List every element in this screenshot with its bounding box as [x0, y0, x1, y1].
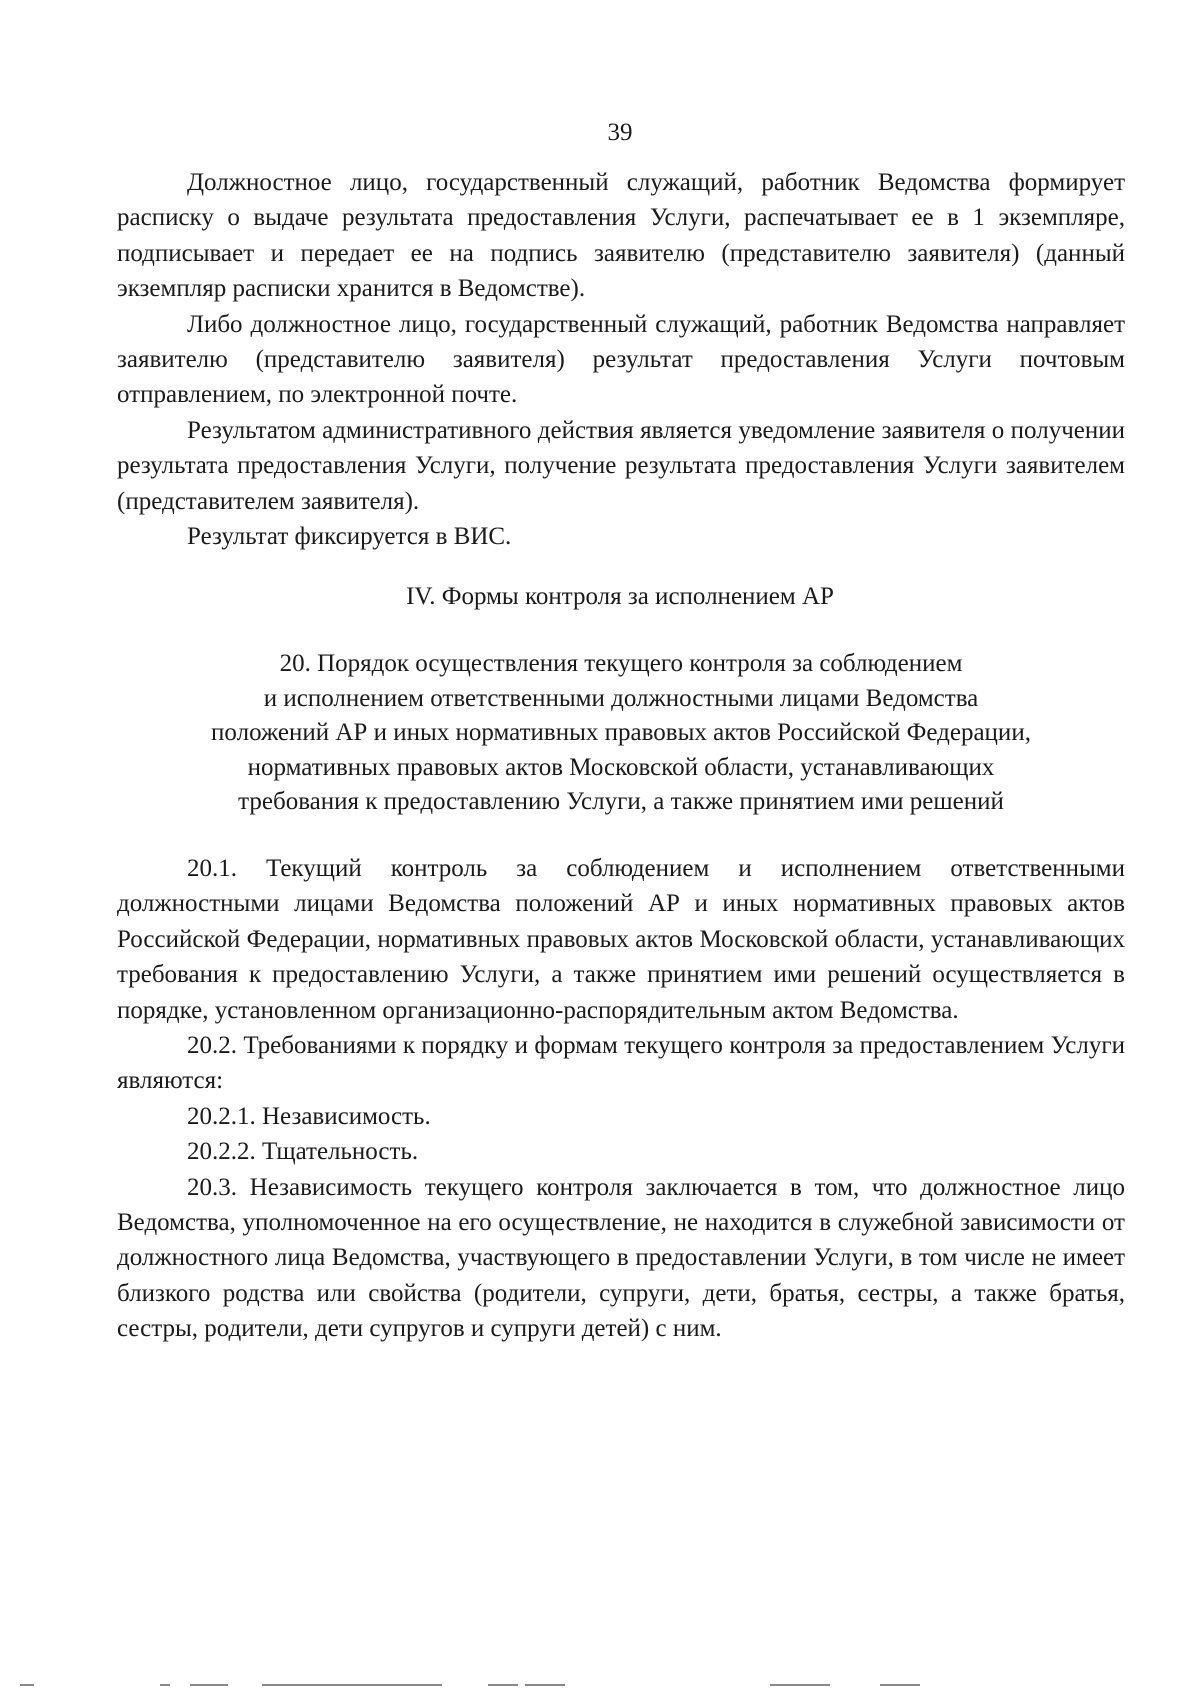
body-text-block-2 — [117, 851, 1125, 1347]
body-text-block-1 — [117, 165, 1125, 554]
paragraph: Либо должностное лицо, государственный служащий, работник Ведомства направляет заявителю (представителю заявителя) результат предоставления Услуги почтовым отправлением, по электронной почте. — [117, 310, 1125, 409]
scan-mark — [20, 1684, 34, 1686]
subsection-heading-line: требования к предоставлению Услуги, а также принятием ими решений — [238, 788, 1004, 815]
subsection-heading-line: и исполнением ответственными должностными лицами Ведомства — [263, 684, 979, 712]
subsection-heading-line: 20. Порядок осуществления текущего контроля за соблюдением — [279, 650, 963, 677]
paragraph: 20.1. Текущий контроль за соблюдением и исполнением ответственными должностными лицами Ведомства положений АР и иных нормативных правовых актов Российской Федерации, нормативных правовых актов Московской области, устанавливающих требования к предоставлению Услуги, а также принятием ими решений осуществляется в порядке, установленном организационно-распорядительным актом Ведомства. — [117, 855, 1125, 1024]
section-heading: IV. Формы контроля за исполнением АР — [406, 583, 834, 610]
scan-artifact-marks — [0, 1682, 1200, 1688]
paragraph: Результатом административного действия является уведомление заявителя о получении результата предоставления Услуги, получение результата предоставления Услуги заявителем (представителем заявителя). — [117, 416, 1125, 515]
paragraph: Должностное лицо, государственный служащий, работник Ведомства формирует расписку о выдаче результата предоставления Услуги, распечатывает ее в 1 экземпляре, подписывает и передает ее на подпись заявителю (представителю заявителя) (данный экземпляр расписки хранится в Ведомстве). — [117, 169, 1125, 303]
paragraph: 20.3. Независимость текущего контроля заключается в том, что должностное лицо Ведомства, уполномоченное на его осуществление, не находится в служебной зависимости от должностного лица Ведомства, участвующего в предоставлении Услуги, в том числе не имеет близкого родства или свойства (родители, супруги, дети, братья, сестры, а также братья, сестры, родители, дети супругов и супруги детей) с ним. — [117, 1173, 1125, 1343]
scan-mark — [262, 1684, 442, 1686]
scan-mark — [488, 1684, 518, 1686]
scan-mark — [160, 1684, 170, 1686]
paragraph: 20.2.2. Тщательность. — [187, 1138, 419, 1166]
subsection-heading-line: нормативных правовых актов Московской области, устанавливающих — [247, 753, 995, 781]
section-heading-container — [0, 580, 1200, 614]
page-number: 39 — [607, 119, 633, 146]
scan-mark — [190, 1684, 228, 1686]
scan-mark — [770, 1684, 830, 1686]
scan-mark — [525, 1684, 565, 1686]
subsection-heading — [117, 647, 1125, 820]
paragraph: 20.2.1. Независимость. — [187, 1102, 431, 1130]
paragraph: Результат фиксируется в ВИС. — [187, 523, 512, 551]
subsection-heading-line: положений АР и иных нормативных правовых актов Российской Федерации, — [211, 719, 1031, 746]
scan-mark — [880, 1684, 920, 1686]
paragraph: 20.2. Требованиями к порядку и формам текущего контроля за предоставлением Услуги являются: — [117, 1032, 1125, 1095]
